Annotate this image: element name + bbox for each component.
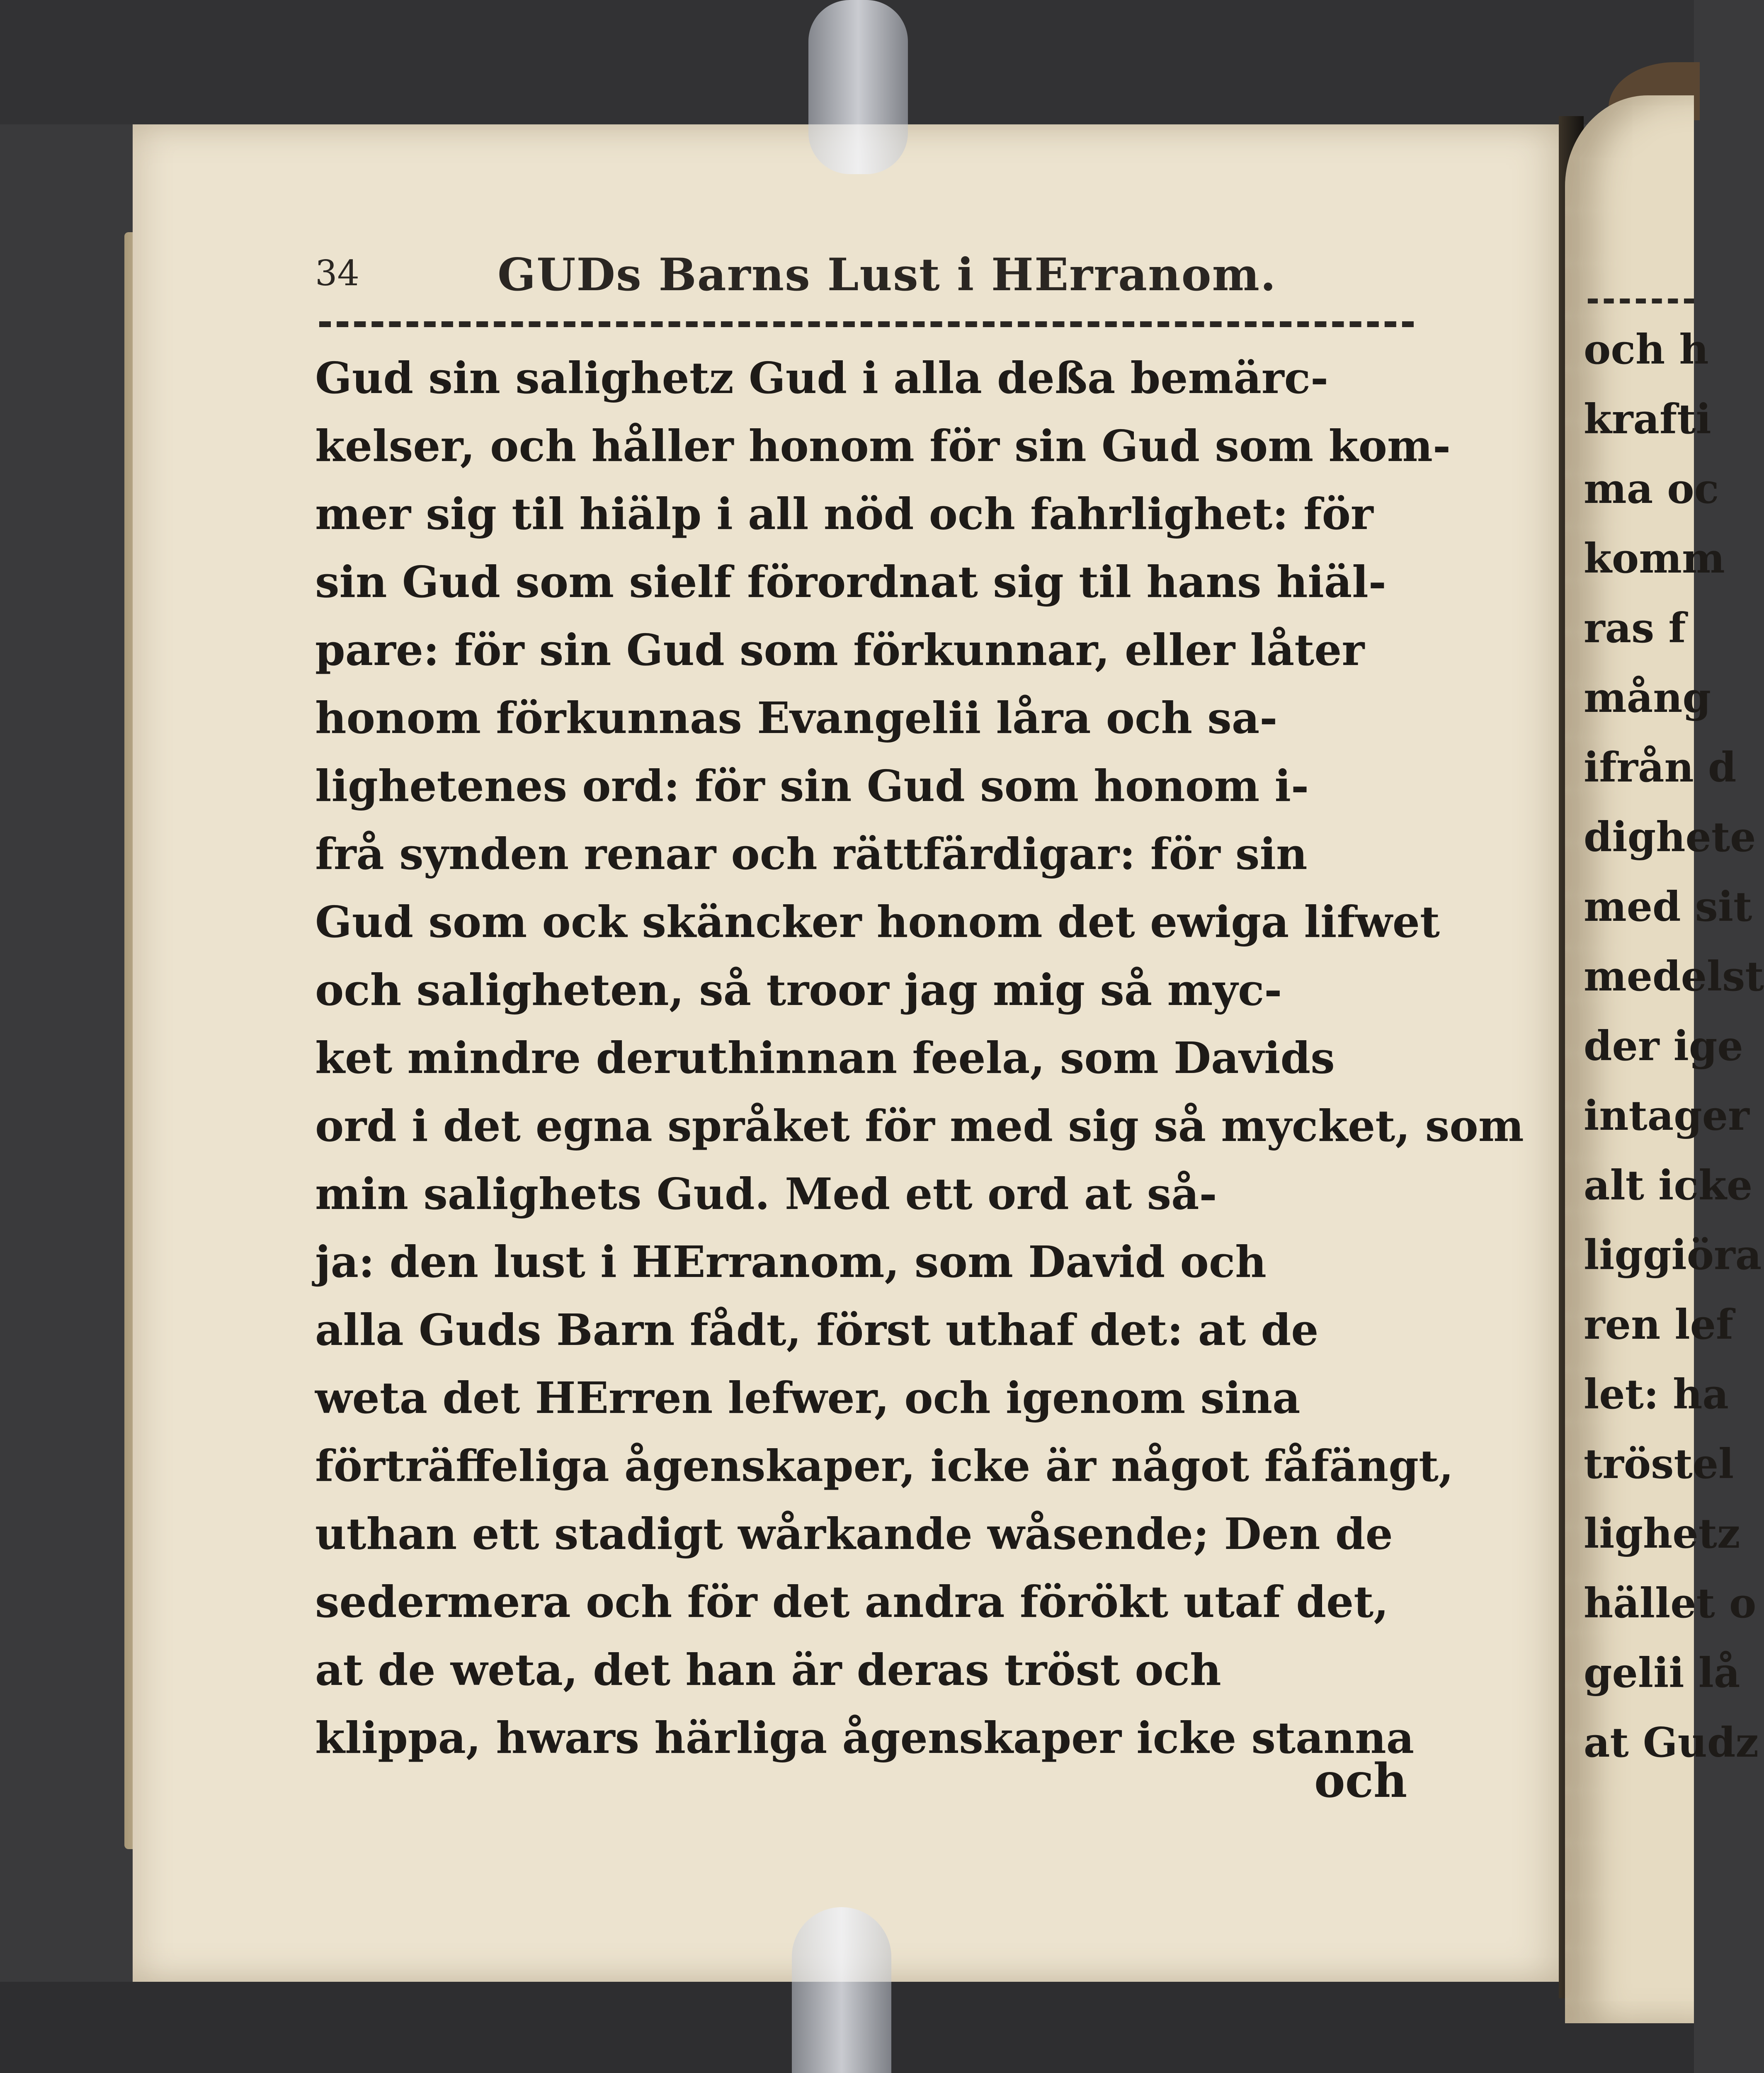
page-clip-bottom xyxy=(792,1907,891,2073)
body-text xyxy=(315,344,1524,1772)
text-line: ja: den lust i HErranom, som David och xyxy=(315,1236,1267,1287)
facing-text-line: gelii lå xyxy=(1584,1649,1740,1697)
facing-text-line: komm xyxy=(1584,535,1725,583)
facing-text-line: hället o xyxy=(1584,1580,1757,1627)
facing-page-rule xyxy=(1588,299,1694,303)
text-line: mer sig til hiälp i all nöd och fahrlighet: för xyxy=(315,488,1373,539)
text-line: min salighets Gud. Med ett ord at så- xyxy=(315,1168,1217,1219)
text-line: och saligheten, så troor jag mig så myc- xyxy=(315,964,1282,1015)
text-line: ket mindre deruthinnan feela, som Davids xyxy=(315,1032,1335,1083)
facing-text-line: der ige xyxy=(1584,1022,1743,1070)
facing-text-line: liggiöra xyxy=(1584,1231,1762,1279)
facing-text-line: alt icke xyxy=(1584,1162,1753,1209)
facing-text-line: intager xyxy=(1584,1092,1749,1140)
text-line: ord i det egna språket för med sig så mycket, som xyxy=(315,1100,1524,1151)
catchword: och xyxy=(1314,1754,1407,1808)
text-line: förträffeliga ågenskaper, icke är något fåfängt, xyxy=(315,1440,1454,1491)
header-rule xyxy=(319,321,1414,327)
text-line: weta det HErren lefwer, och igenom sina xyxy=(315,1372,1301,1423)
facing-text-line: dighete xyxy=(1584,813,1756,861)
page-header xyxy=(315,240,1418,303)
facing-text-line: let: ha xyxy=(1584,1371,1729,1418)
text-line: sin Gud som sielf förordnat sig til hans hiäl- xyxy=(315,556,1386,607)
page-clip-top xyxy=(808,0,908,174)
text-line: alla Guds Barn fådt, först uthaf det: at de xyxy=(315,1304,1319,1355)
facing-page-text xyxy=(1584,315,1764,1778)
text-line: frå synden renar och rättfärdigar: för sin xyxy=(315,828,1308,879)
facing-text-line: lighetz xyxy=(1584,1510,1740,1558)
facing-text-line: ma oc xyxy=(1584,465,1719,513)
text-line: kelser, och håller honom för sin Gud som kom- xyxy=(315,420,1451,471)
facing-text-line: ifrån d xyxy=(1584,744,1737,791)
facing-text-line: mång xyxy=(1584,674,1711,722)
text-line: honom förkunnas Evangelii låra och sa- xyxy=(315,692,1278,743)
facing-text-line: ren lef xyxy=(1584,1301,1734,1349)
facing-text-line: med sit xyxy=(1584,883,1752,931)
text-line: pare: för sin Gud som förkunnar, eller låter xyxy=(315,624,1365,675)
text-line: lighetenes ord: för sin Gud som honom i- xyxy=(315,760,1309,811)
facing-text-line: tröstel xyxy=(1584,1440,1734,1488)
facing-text-line: at Gudz xyxy=(1584,1719,1759,1767)
text-line: at de weta, det han är deras tröst och xyxy=(315,1644,1221,1695)
facing-text-line: och h xyxy=(1584,326,1709,374)
page-number: 34 xyxy=(315,253,359,294)
text-line: sedermera och för det andra förökt utaf det, xyxy=(315,1576,1389,1627)
facing-text-line: medelst xyxy=(1584,953,1764,1000)
text-line: uthan ett stadigt wårkande wåsende; Den de xyxy=(315,1508,1393,1559)
text-line: Gud sin salighetz Gud i alla deßa bemärc- xyxy=(315,352,1329,403)
facing-text-line: ras f xyxy=(1584,604,1686,652)
running-title: GUDs Barns Lust i HErranom. xyxy=(497,249,1277,301)
text-line: klippa, hwars härliga ågenskaper icke stanna xyxy=(315,1712,1415,1763)
text-line: Gud som ock skäncker honom det ewiga lifwet xyxy=(315,896,1440,947)
facing-text-line: krafti xyxy=(1584,396,1711,443)
